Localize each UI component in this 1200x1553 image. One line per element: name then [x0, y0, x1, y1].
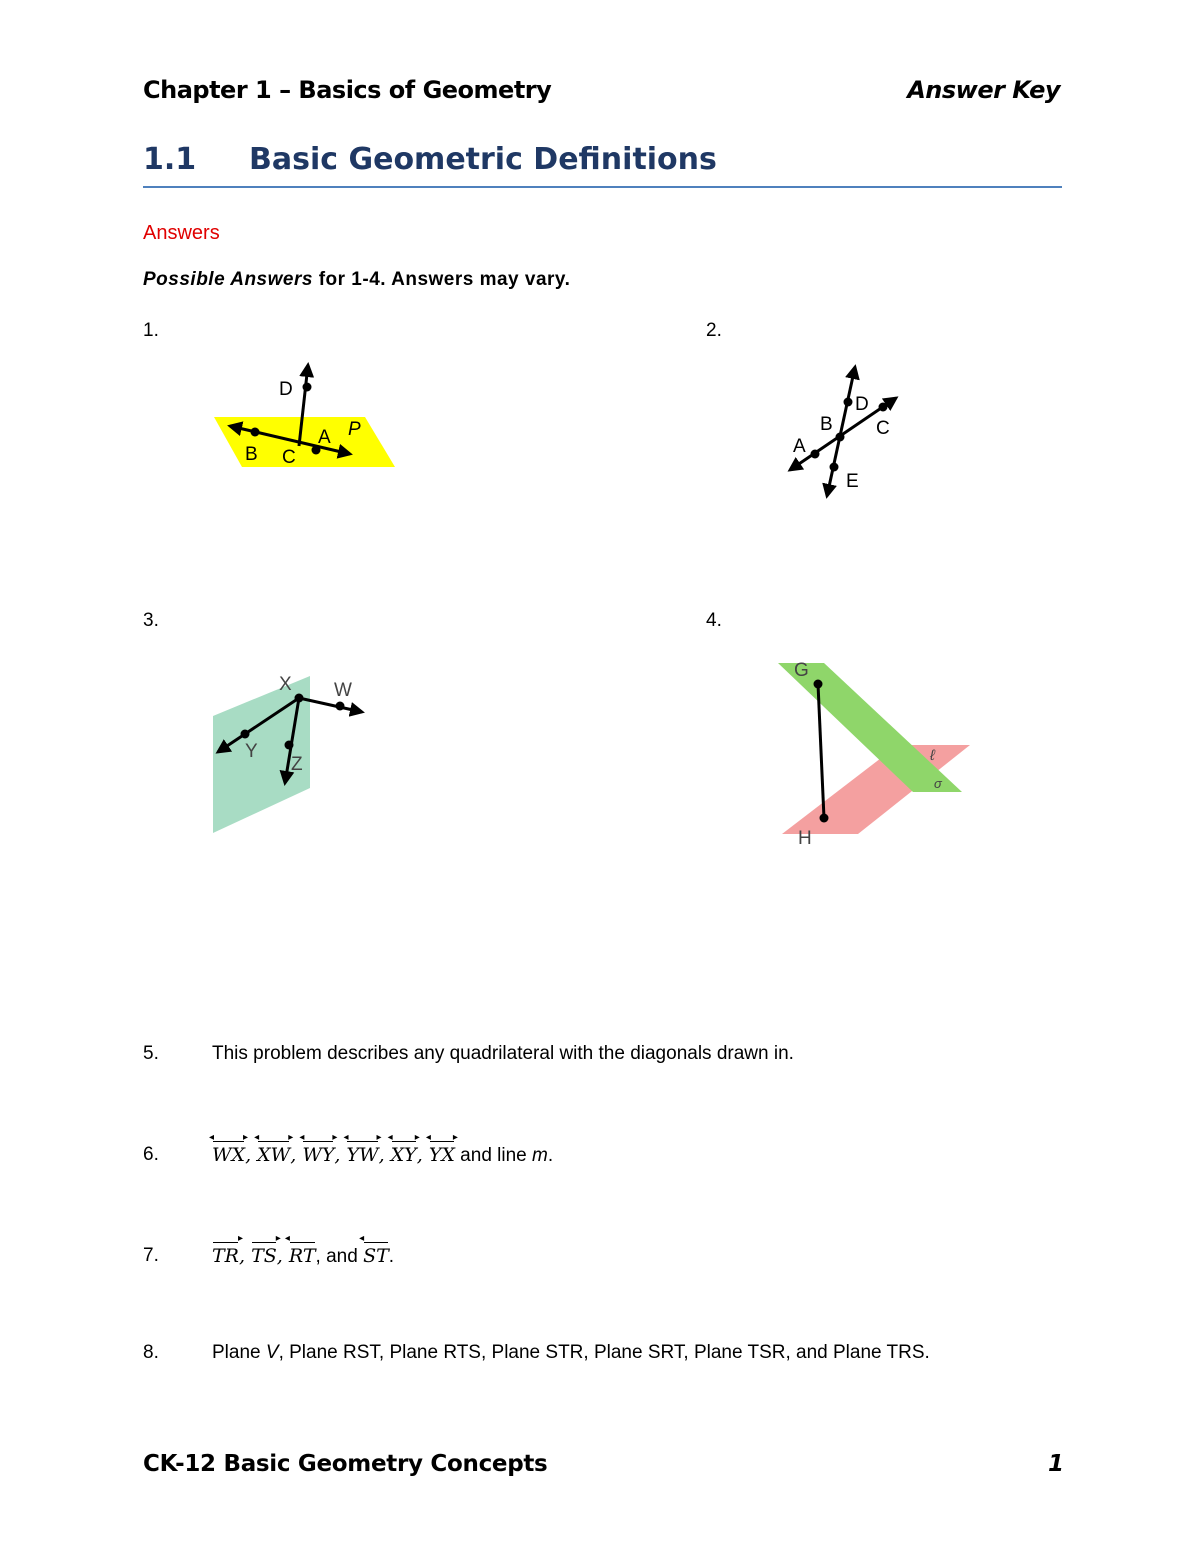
point-b-label: B [820, 414, 833, 435]
section-title [143, 142, 717, 177]
point-d-label: D [855, 394, 869, 415]
line-yx: YX ◂ ▸ [429, 1138, 455, 1166]
line-xw: XW ◂ ▸ [257, 1138, 290, 1166]
point-e-label: E [846, 471, 859, 492]
line-wy: WY ◂ ▸ [302, 1138, 334, 1166]
plane-l-label: ℓ [930, 747, 935, 764]
point-d-label: D [279, 379, 293, 400]
plane-p-label: P [348, 419, 361, 440]
point-h-label: H [798, 828, 812, 849]
possible-answers-note [143, 269, 570, 291]
figure-number-1: 1. [143, 320, 159, 341]
figure-2-diagram [780, 360, 910, 505]
footer-page-number: 1 [1047, 1451, 1064, 1477]
answer-key-label: Answer Key [907, 76, 1060, 104]
ray-st: ST ◂ [363, 1239, 389, 1267]
point-g-label: G [794, 660, 809, 681]
point-b-label: B [245, 444, 258, 465]
section-divider [143, 186, 1062, 188]
ray-ts: TS ▸ [251, 1239, 277, 1267]
answers-heading: Answers [143, 222, 220, 244]
item-number-5: 5. [143, 1043, 159, 1064]
ray-rt: RT ◂ [289, 1239, 316, 1267]
item-number-6: 6. [143, 1144, 159, 1165]
point-c-label: C [282, 447, 296, 468]
line-yw: YW ◂ ▸ [346, 1138, 378, 1166]
figure-4-diagram [770, 650, 980, 850]
figure-1-diagram [200, 355, 410, 480]
point-x-label: X [279, 674, 292, 695]
figure-number-2: 2. [706, 320, 722, 341]
chapter-title: Chapter 1 – Basics of Geometry [143, 76, 552, 104]
figure-3-diagram [200, 668, 380, 838]
point-c-label: C [876, 418, 890, 439]
point-z-label: Z [291, 754, 303, 775]
item-number-7: 7. [143, 1245, 159, 1266]
ray-tr: TR ▸ [212, 1239, 239, 1267]
item-6-text: WX ◂ ▸, XW ◂ ▸, WY ◂ ▸, YW ◂ ▸, XY ◂ ▸, YX ◂ ▸ and line m. [212, 1138, 553, 1167]
section-name: Basic Geometric Definitions [249, 142, 717, 177]
item-5-text: This problem describes any quadrilateral with the diagonals drawn in. [212, 1043, 794, 1064]
possible-answers-italic: Possible Answers [143, 269, 313, 290]
line-xy: XY ◂ ▸ [391, 1138, 417, 1166]
point-a-label: A [793, 436, 806, 457]
plane-m-label: σ [934, 776, 942, 791]
figure-number-4: 4. [706, 610, 722, 631]
item-7-text: TR ▸, TS ▸, RT ◂, and ST ◂. [212, 1239, 394, 1268]
possible-answers-rest: for 1-4. Answers may vary. [312, 269, 571, 290]
item-number-8: 8. [143, 1342, 159, 1363]
section-number: 1.1 [143, 142, 197, 177]
line-wx: WX ◂ ▸ [212, 1138, 245, 1166]
point-a-label: A [318, 427, 331, 448]
point-w-label: W [334, 680, 352, 701]
item-8-text: Plane V, Plane RST, Plane RTS, Plane STR, Plane SRT, Plane TSR, and Plane TRS. [212, 1342, 930, 1363]
footer-book-title: CK-12 Basic Geometry Concepts [143, 1451, 548, 1477]
point-y-label: Y [245, 741, 258, 762]
figure-number-3: 3. [143, 610, 159, 631]
